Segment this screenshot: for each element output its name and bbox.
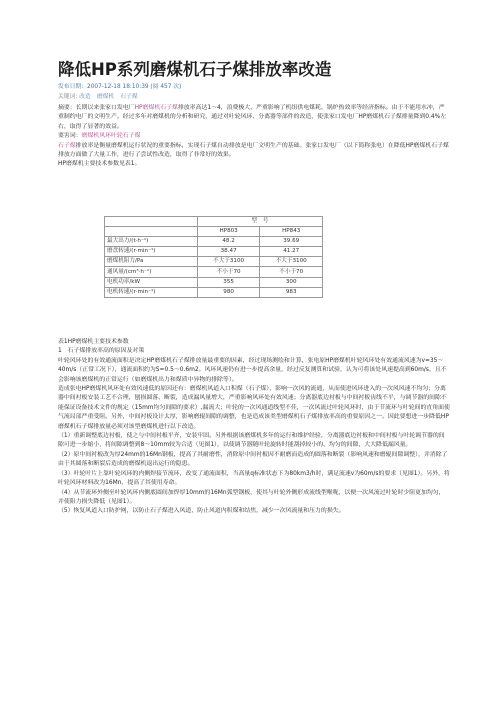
keywords-value: 磨煤机风环叶轮石子煤 — [81, 133, 141, 140]
table-cell: 磨煤机阻力/Pa — [105, 257, 198, 267]
body-paragraph: （2）原中间衬板改为厚24mm的16Mn钢板，提高了其耐磨性，消除原中间衬板因不耐磨而造成的圆落和断裂（影响风速和磨辊间隙调整），并消除了由于其圆落和断裂后造成的磨煤机退出运行的隐患。 — [58, 451, 448, 468]
table-cell: 不大于3100 — [260, 257, 323, 267]
article-meta — [58, 83, 450, 91]
table-cell — [105, 217, 198, 227]
table-cell: 39.69 — [260, 237, 323, 247]
table-cell: 磨盘转速/(r·min⁻¹) — [105, 247, 198, 257]
table-cell — [105, 227, 198, 237]
table-row — [105, 277, 323, 287]
table-row — [105, 237, 323, 247]
table-row — [105, 257, 323, 267]
table-header: 型 号 — [197, 217, 322, 227]
table-cell: 不大于3100 — [197, 257, 260, 267]
tag-link[interactable]: 石子煤 — [120, 94, 138, 100]
view-count: (阅 457 次) — [150, 84, 182, 90]
table-row — [105, 247, 323, 257]
intro-paragraph — [58, 142, 450, 161]
intro-body — [58, 104, 450, 170]
table-cell: HP843 — [260, 227, 323, 237]
stone-coal-link[interactable]: 石子煤 — [58, 142, 76, 149]
body-paragraph: （5）恢复风道入口防护网，以防止石子煤进入风道，防止风道内积煤和结焦，减少一次风流量和压力的损失。 — [58, 508, 345, 515]
table-row — [105, 267, 323, 277]
table-cell: 980 — [197, 287, 260, 297]
body-paragraph: （3）叶轮叶片上靠叶轮风环的内侧焊接节流环，改变了通流面积，当高量q标准状态下为80km3/h时，满足流速v为60m/s的要求（见图1）。另外，将叶轮风环材料改为16Mn，提高了其使用寿命。 — [58, 470, 450, 487]
tags-label: 关键词: — [58, 94, 78, 100]
table-cell: 300 — [260, 277, 323, 287]
published-date: 2007-12-18 18:10:39 — [87, 84, 149, 90]
table-cell: 不小于70 — [197, 267, 260, 277]
article — [58, 60, 450, 170]
section-heading: 1 石子煤排放率高的原因及对策 — [58, 348, 145, 355]
tag-link[interactable]: 磨煤机 — [96, 94, 115, 100]
table-cell: 41.27 — [260, 247, 323, 257]
table-row — [105, 287, 323, 297]
table-cell: 电机功率/kW — [105, 277, 198, 287]
table-row — [105, 227, 323, 237]
body-paragraph: 叶轮风环处的有效通流面积是决定HP磨煤机石子煤排放量最重要的因素，经过现场测绘和计算，张电原HP磨煤机叶轮风环处有效通流风速为v=35～40m/s（正常工况下），通流面积约为S=0.5～0.6m2。风环风速仍有进一步提高余量，经过反复测算和试验，认为可将该处风速提高到60m/s，且不会影响该磨煤机的正常运行（如磨煤机出力和煤质中异物的排除等）。 — [58, 357, 447, 383]
intro-text: 排放率是衡量磨煤机运行状况的重要指标，实现石子煤自动排放是电厂文明生产的基础。张家口发电厂（以下简称张电）在降低HP磨煤机石子煤排放方面做了大量工作，进行了尝试性改造，取得了非常好的效果。 — [58, 142, 449, 159]
tag-link[interactable]: 改造 — [79, 94, 91, 100]
keywords-paragraph — [58, 132, 450, 141]
abstract-paragraph — [58, 104, 450, 132]
table-cell: 通风量/(cm³·h⁻¹) — [105, 267, 198, 277]
body-paragraph: 造成张电HP磨煤机风环处有效风速低的原因还有：磨煤机风道入口积煤（石子煤），影响一次风的流通，从而使进风环进入的一次风风速不均匀；分离器中间衬板安装工艺不合理，刨损圆落、断裂，造成漏风量增大，严重影响风环处有效风速；分离器底边衬板与中间衬板齿线不平，与调节器的间隙不能保证设备技术文件的规定（15mm均匀间隙的要求）,漏流大；叶轮的一次风通道线型不佳，一次风流过叶轮风环时，由于节流环与叶轮间的直角面使气流局部严重受阻。另外，中间衬板设计太厚，影响磨辊间隙的调整，也是造成该类型磨煤机石子煤排放率高的重要原因之一。因此要想进一步降低HP磨煤机石子煤排放量必须对该型磨煤机进行以下改造。 — [58, 386, 450, 430]
table-cell: 355 — [197, 277, 260, 287]
table-row — [105, 217, 323, 227]
table-cell: 38.47 — [197, 247, 260, 257]
table-reference: HP磨煤机主要技术参数见表1。 — [58, 161, 141, 168]
section-body — [58, 338, 450, 517]
body-paragraph: （4）从节流环外侧至叶轮风环内侧底圆间加焊厚10mm的16Mn弧型钢板，使其与叶轮外侧形成流线型喉咙，以便一次风流过叶轮时少阻更加均匀，并使阻力损失降低（见图1）。 — [58, 489, 445, 505]
page-title: 降低HP系列磨煤机石子煤排放率改造 — [58, 60, 332, 79]
table-cell: 最大出力/(t·h⁻¹) — [105, 237, 198, 247]
table-cell: 983 — [260, 287, 323, 297]
table-cell: HP803 — [197, 227, 260, 237]
keywords-label: 要害词： — [58, 133, 82, 140]
spec-table — [104, 216, 323, 298]
table-caption: 表1HP磨煤机主要技术参数 — [58, 339, 129, 345]
abstract-text: 摘要：长期以来张家口发电厂 — [58, 105, 135, 111]
body-paragraph: （1）重新调整底边衬板，使之与中间衬板平齐，安装牢固。另外根据该磨煤机多年的运行和维护经验，分离器底边衬板和中间衬板与叶轮调节器的间隙可进一步缩小，将间隙调整到8～10mm较为合适（见图1），以使调节器随叶轮旋转时能刮掉较小的、均匀的间隙，大大降低漏风量。 — [58, 433, 445, 449]
table-cell: 电机转速/(r·min⁻¹) — [105, 287, 198, 297]
keyword-tags — [58, 93, 450, 101]
table-cell: 48.2 — [197, 237, 260, 247]
abstract-text: 排放率高达1～4，浪费极大，严重影响了机组供电煤耗、锅炉热效率等经济指标。由于不能用水冲，严重制约电厂的文明生产。经过多年对磨煤机的分析和研究，通过对叶轮风环、分离器等部件的改造，使张家口发电厂HP磨煤机石子煤排量降到0.4%左右，取得了显著的效益。 — [58, 105, 447, 130]
table-cell: 不小于70 — [260, 267, 323, 277]
abstract-link[interactable]: HP磨煤机石子煤 — [134, 105, 178, 111]
published-label: 发布日期： — [58, 84, 87, 90]
